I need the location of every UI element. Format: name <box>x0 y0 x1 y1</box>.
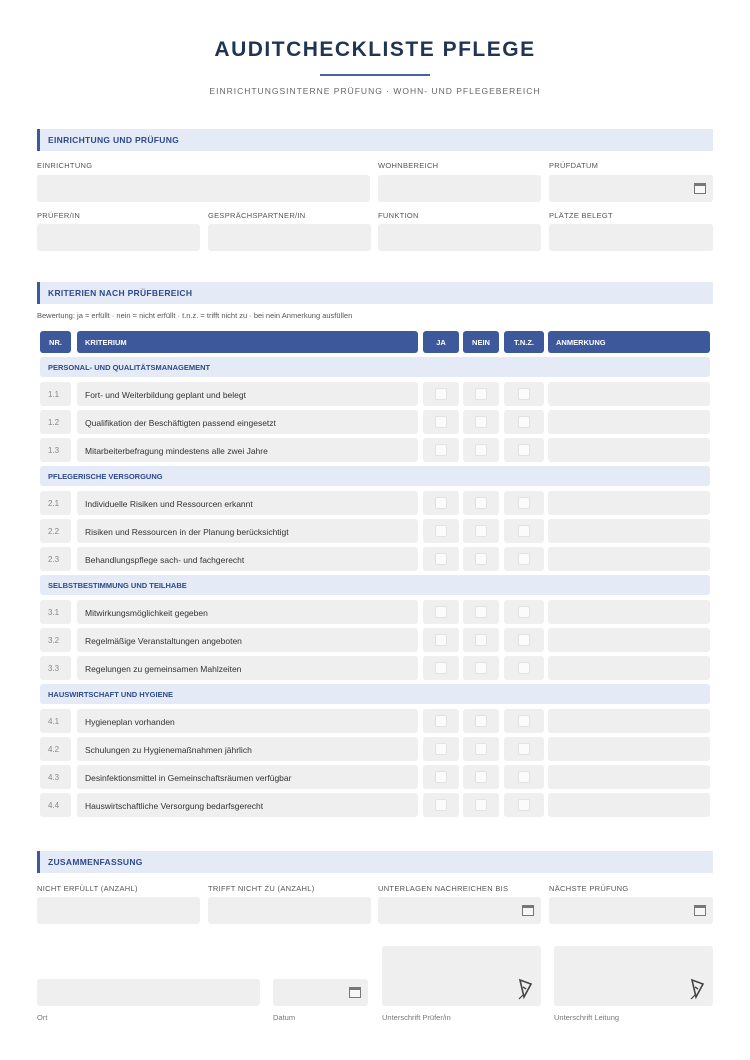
label-wohnbereich: WOHNBEREICH <box>378 161 439 170</box>
cell-nein <box>463 600 499 624</box>
cell-tnz <box>504 438 544 462</box>
checkbox-nein[interactable] <box>475 771 487 783</box>
row-number <box>40 519 71 543</box>
row-number <box>40 547 71 571</box>
checkbox-ja[interactable] <box>435 771 447 783</box>
checkbox-nein[interactable] <box>475 662 487 674</box>
anmerkung-field[interactable] <box>548 656 710 680</box>
row-number-text: 3.2 <box>48 636 60 645</box>
category-title: PERSONAL- UND QUALITÄTSMANAGEMENT <box>48 363 211 372</box>
criterion-label: Risiken und Ressourcen in der Planung berücksichtigt <box>85 526 289 537</box>
calendar-icon[interactable] <box>349 987 361 998</box>
label-unterlagen: UNTERLAGEN NACHREICHEN BIS <box>378 884 509 893</box>
criterion-text <box>77 519 418 543</box>
cell-ja <box>423 547 459 571</box>
row-number <box>40 600 71 624</box>
label-ort: Ort <box>37 1013 48 1022</box>
checkbox-ja[interactable] <box>435 388 447 400</box>
criterion-label: Mitarbeiterbefragung mindestens alle zwei Jahre <box>85 445 268 456</box>
row-number-text: 4.3 <box>48 773 60 782</box>
row-number-text: 2.1 <box>48 499 60 508</box>
checkbox-tnz[interactable] <box>518 662 530 674</box>
checkbox-nein[interactable] <box>475 497 487 509</box>
cell-tnz <box>504 600 544 624</box>
row-number-text: 3.1 <box>48 608 60 617</box>
checkbox-nein[interactable] <box>475 444 487 456</box>
anmerkung-field[interactable] <box>548 737 710 761</box>
cell-ja <box>423 656 459 680</box>
anmerkung-field[interactable] <box>548 793 710 817</box>
checkbox-ja[interactable] <box>435 525 447 537</box>
einrichtung-field[interactable] <box>37 175 370 202</box>
row-number-text: 4.4 <box>48 801 60 810</box>
pruefer-field[interactable] <box>37 224 200 251</box>
category-title: SELBSTBESTIMMUNG UND TEILHABE <box>48 581 187 590</box>
header-tnz: T.N.Z. <box>504 331 544 353</box>
checkbox-tnz[interactable] <box>518 388 530 400</box>
checkbox-nein[interactable] <box>475 634 487 646</box>
row-number <box>40 793 71 817</box>
cell-ja <box>423 410 459 434</box>
criterion-label: Individuelle Risiken und Ressourcen erkannt <box>85 498 253 509</box>
row-number <box>40 491 71 515</box>
checkbox-tnz[interactable] <box>518 634 530 646</box>
signature-leitung-field[interactable] <box>554 946 713 1006</box>
anmerkung-field[interactable] <box>548 709 710 733</box>
row-number-text: 2.2 <box>48 527 60 536</box>
plaetze-field[interactable] <box>549 224 713 251</box>
row-number <box>40 382 71 406</box>
anmerkung-field[interactable] <box>548 765 710 789</box>
checkbox-tnz[interactable] <box>518 743 530 755</box>
label-pruefer: PRÜFER/IN <box>37 211 81 220</box>
label-naechste-pruefung: NÄCHSTE PRÜFUNG <box>549 884 629 893</box>
category-header <box>40 575 710 595</box>
checkbox-nein[interactable] <box>475 606 487 618</box>
section-header-zusammenfassung: ZUSAMMENFASSUNG <box>37 851 713 873</box>
nicht-erfuellt-field[interactable] <box>37 897 200 924</box>
checkbox-tnz[interactable] <box>518 553 530 565</box>
checkbox-tnz[interactable] <box>518 497 530 509</box>
category-header <box>40 684 710 704</box>
header-nein: NEIN <box>463 331 499 353</box>
cell-tnz <box>504 793 544 817</box>
pruefdatum-field[interactable] <box>549 175 713 202</box>
cell-nein <box>463 709 499 733</box>
signature-pruefer-field[interactable] <box>382 946 541 1006</box>
row-number-text: 1.2 <box>48 418 60 427</box>
criterion-text <box>77 438 418 462</box>
cell-tnz <box>504 547 544 571</box>
row-number-text: 4.2 <box>48 745 60 754</box>
cell-ja <box>423 737 459 761</box>
cell-nein <box>463 628 499 652</box>
cell-nein <box>463 382 499 406</box>
criterion-label: Qualifikation der Beschäftigten passend eingesetzt <box>85 417 276 428</box>
anmerkung-field[interactable] <box>548 547 710 571</box>
anmerkung-field[interactable] <box>548 438 710 462</box>
cell-nein <box>463 737 499 761</box>
criterion-label: Hauswirtschaftliche Versorgung bedarfsgerecht <box>85 800 264 811</box>
checkbox-tnz[interactable] <box>518 606 530 618</box>
criterion-text <box>77 765 418 789</box>
cell-nein <box>463 547 499 571</box>
label-unterschrift-pruefer: Unterschrift Prüfer/in <box>382 1013 451 1022</box>
criterion-label: Regelungen zu gemeinsamen Mahlzeiten <box>85 663 242 674</box>
cell-ja <box>423 765 459 789</box>
row-number-text: 2.3 <box>48 555 60 564</box>
cell-tnz <box>504 491 544 515</box>
criterion-label: Mitwirkungsmöglichkeit gegeben <box>85 607 208 618</box>
cell-tnz <box>504 519 544 543</box>
page-subtitle: EINRICHTUNGSINTERNE PRÜFUNG · WOHN- UND PFLEGEBEREICH <box>209 86 541 96</box>
checkbox-ja[interactable] <box>435 606 447 618</box>
calendar-icon[interactable] <box>694 905 706 916</box>
category-title: HAUSWIRTSCHAFT UND HYGIENE <box>48 690 173 699</box>
cell-nein <box>463 519 499 543</box>
criterion-label: Fort- und Weiterbildung geplant und belegt <box>85 389 246 400</box>
cell-tnz <box>504 709 544 733</box>
criterion-text <box>77 737 418 761</box>
criterion-text <box>77 709 418 733</box>
pen-nib-icon <box>689 978 705 1000</box>
checkbox-nein[interactable] <box>475 799 487 811</box>
datum-field[interactable] <box>273 979 368 1006</box>
header-ja: JA <box>423 331 459 353</box>
checkbox-ja[interactable] <box>435 444 447 456</box>
wohnbereich-field[interactable] <box>378 175 541 202</box>
header-anmerkung: ANMERKUNG <box>548 331 710 353</box>
checkbox-tnz[interactable] <box>518 525 530 537</box>
label-trifft-nicht-zu: TRIFFT NICHT ZU (ANZAHL) <box>208 884 315 893</box>
criterion-text <box>77 628 418 652</box>
checkbox-ja[interactable] <box>435 743 447 755</box>
cell-ja <box>423 600 459 624</box>
row-number-text: 4.1 <box>48 717 60 726</box>
checkbox-tnz[interactable] <box>518 715 530 727</box>
label-gespraechspartner: GESPRÄCHSPARTNER/IN <box>208 211 306 220</box>
checkbox-ja[interactable] <box>435 553 447 565</box>
checkbox-tnz[interactable] <box>518 444 530 456</box>
cell-nein <box>463 410 499 434</box>
header-nr: NR. <box>40 331 71 353</box>
cell-nein <box>463 765 499 789</box>
naechste-pruefung-field[interactable] <box>549 897 713 924</box>
criterion-text <box>77 382 418 406</box>
cell-tnz <box>504 628 544 652</box>
page-title: AUDITCHECKLISTE PFLEGE <box>214 38 536 61</box>
label-datum: Datum <box>273 1013 296 1022</box>
category-header <box>40 357 710 377</box>
checkbox-nein[interactable] <box>475 388 487 400</box>
label-einrichtung: EINRICHTUNG <box>37 161 93 170</box>
anmerkung-field[interactable] <box>548 382 710 406</box>
cell-tnz <box>504 737 544 761</box>
criterion-text <box>77 410 418 434</box>
anmerkung-field[interactable] <box>548 410 710 434</box>
rating-note: Bewertung: ja = erfüllt · nein = nicht erfüllt · t.n.z. = trifft nicht zu · bei nein Anmerkung ausfüllen <box>37 311 353 320</box>
calendar-icon[interactable] <box>694 183 706 194</box>
cell-nein <box>463 491 499 515</box>
calendar-icon[interactable] <box>522 905 534 916</box>
row-number <box>40 737 71 761</box>
checkbox-ja[interactable] <box>435 662 447 674</box>
checkbox-nein[interactable] <box>475 416 487 428</box>
cell-ja <box>423 438 459 462</box>
cell-tnz <box>504 382 544 406</box>
cell-nein <box>463 793 499 817</box>
cell-ja <box>423 491 459 515</box>
anmerkung-field[interactable] <box>548 519 710 543</box>
cell-ja <box>423 382 459 406</box>
gespraechspartner-field[interactable] <box>208 224 371 251</box>
criterion-text <box>77 600 418 624</box>
anmerkung-field[interactable] <box>548 600 710 624</box>
cell-ja <box>423 793 459 817</box>
row-number <box>40 656 71 680</box>
pen-nib-icon <box>517 978 533 1000</box>
label-nicht-erfuellt: NICHT ERFÜLLT (ANZAHL) <box>37 884 138 893</box>
title-divider <box>320 74 430 76</box>
anmerkung-field[interactable] <box>548 628 710 652</box>
cell-ja <box>423 709 459 733</box>
label-plaetze: PLÄTZE BELEGT <box>549 211 613 220</box>
label-pruefdatum: PRÜFDATUM <box>549 161 599 170</box>
trifft-nicht-zu-field[interactable] <box>208 897 371 924</box>
cell-tnz <box>504 410 544 434</box>
cell-nein <box>463 438 499 462</box>
cell-nein <box>463 656 499 680</box>
cell-tnz <box>504 765 544 789</box>
criterion-label: Regelmäßige Veranstaltungen angeboten <box>85 635 242 646</box>
criterion-text <box>77 793 418 817</box>
label-unterschrift-leitung: Unterschrift Leitung <box>554 1013 620 1022</box>
checkbox-tnz[interactable] <box>518 799 530 811</box>
criterion-label: Desinfektionsmittel in Gemeinschaftsräumen verfügbar <box>85 772 292 783</box>
checkbox-nein[interactable] <box>475 553 487 565</box>
category-title: PFLEGERISCHE VERSORGUNG <box>48 472 163 481</box>
row-number-text: 1.1 <box>48 390 60 399</box>
checkbox-nein[interactable] <box>475 525 487 537</box>
unterlagen-field[interactable] <box>378 897 541 924</box>
row-number <box>40 765 71 789</box>
row-number <box>40 438 71 462</box>
checkbox-nein[interactable] <box>475 715 487 727</box>
cell-ja <box>423 519 459 543</box>
checkbox-ja[interactable] <box>435 715 447 727</box>
criterion-label: Behandlungspflege sach- und fachgerecht <box>85 554 245 565</box>
row-number-text: 1.3 <box>48 446 60 455</box>
row-number <box>40 709 71 733</box>
checkbox-ja[interactable] <box>435 416 447 428</box>
checkbox-tnz[interactable] <box>518 416 530 428</box>
criterion-text <box>77 547 418 571</box>
checkbox-nein[interactable] <box>475 743 487 755</box>
row-number <box>40 628 71 652</box>
section-header-einrichtung: EINRICHTUNG UND PRÜFUNG <box>37 129 713 151</box>
row-number <box>40 410 71 434</box>
category-header <box>40 466 710 486</box>
ort-field[interactable] <box>37 979 260 1006</box>
cell-ja <box>423 628 459 652</box>
criterion-text <box>77 656 418 680</box>
row-number-text: 3.3 <box>48 664 60 673</box>
anmerkung-field[interactable] <box>548 491 710 515</box>
checkbox-tnz[interactable] <box>518 771 530 783</box>
funktion-field[interactable] <box>378 224 541 251</box>
cell-tnz <box>504 656 544 680</box>
checkbox-ja[interactable] <box>435 497 447 509</box>
criterion-label: Schulungen zu Hygienemaßnahmen jährlich <box>85 744 252 755</box>
criterion-text <box>77 491 418 515</box>
checkbox-ja[interactable] <box>435 634 447 646</box>
checkbox-ja[interactable] <box>435 799 447 811</box>
section-header-kriterien: KRITERIEN NACH PRÜFBEREICH <box>37 282 713 304</box>
criterion-label: Hygieneplan vorhanden <box>85 716 175 727</box>
header-kriterium: KRITERIUM <box>77 331 418 353</box>
label-funktion: FUNKTION <box>378 211 419 220</box>
